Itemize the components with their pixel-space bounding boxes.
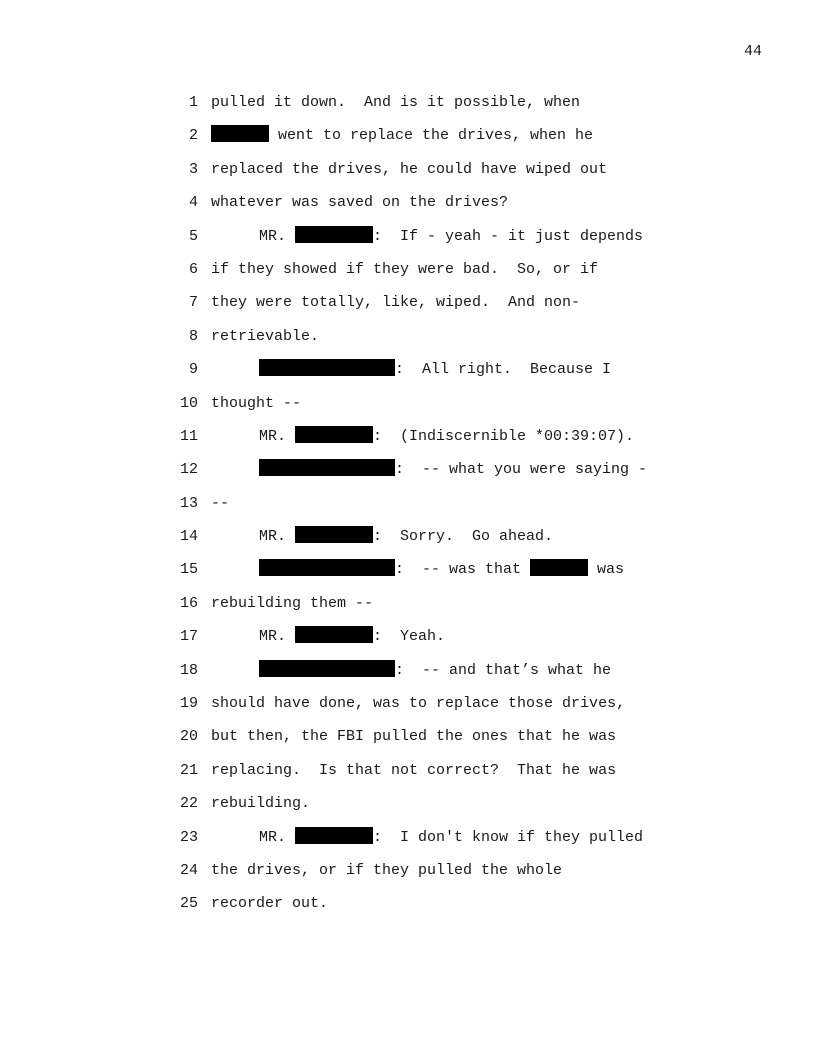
line-text: MR. : (Indiscernible *00:39:07). [259,427,635,445]
line-text: retrievable. [211,327,320,345]
line-text: : -- and that’s what he [211,660,611,682]
line-number: 19 [179,695,198,713]
transcript-line [0,526,816,559]
transcript-line [0,660,816,693]
line-number: 25 [179,895,198,913]
line-text: MR. : Yeah. [259,628,446,646]
redaction-box [259,660,395,677]
line-text: went to replace the drives, when he [211,125,593,147]
transcript-line [0,226,816,259]
line-number: 2 [188,127,198,145]
line-number: 23 [179,828,198,846]
line-text: replaced the drives, he could have wiped out [211,160,608,178]
line-number: 12 [179,461,198,479]
transcript-line [0,559,816,592]
transcript-line [0,259,816,292]
line-text: pulled it down. And is it possible, when [211,94,581,111]
transcript-line [0,159,816,192]
line-number: 16 [179,594,198,612]
redaction-box [295,626,373,643]
line-text: they were totally, like, wiped. And non- [211,294,581,312]
transcript-line [0,793,816,826]
line-number: 18 [179,661,198,679]
transcript-line [0,593,816,626]
redaction-box [259,559,395,576]
line-number: 1 [188,94,198,111]
line-text: recorder out. [211,895,329,913]
redaction-box [259,359,395,376]
line-text: replacing. Is that not correct? That he was [211,761,617,779]
transcript-line [0,693,816,726]
redaction-box [295,827,373,844]
line-text: : -- what you were saying - [211,459,647,481]
page-number: 44 [743,43,762,60]
transcript-line [0,359,816,392]
line-number: 17 [179,628,198,646]
line-number: 14 [179,528,198,546]
line-number: 4 [188,194,198,212]
line-text: rebuilding them -- [211,594,374,612]
redaction-box [295,526,373,543]
redaction-box [295,426,373,443]
transcript-line [0,860,816,893]
transcript-line [0,760,816,793]
transcript-line [0,827,816,860]
line-number: 6 [188,260,198,278]
line-text: MR. : Sorry. Go ahead. [259,528,554,546]
line-text: -- [211,494,230,512]
line-text: thought -- [211,394,302,412]
redaction-box [259,459,395,476]
line-number: 15 [179,561,198,579]
line-number: 10 [179,394,198,412]
line-text: MR. : I don't know if they pulled [259,828,644,846]
line-number: 20 [179,728,198,746]
transcript-line [0,893,816,926]
transcript-line [0,493,816,526]
line-number: 21 [179,761,198,779]
line-number: 22 [179,795,198,813]
line-number: 8 [188,327,198,345]
line-text: but then, the FBI pulled the ones that he was [211,728,617,746]
transcript-line [0,626,816,659]
line-text: rebuilding. [211,795,311,813]
line-text: : -- was that was [211,559,624,581]
line-text: : All right. Because I [211,359,611,381]
line-number: 24 [179,861,198,879]
transcript-line [0,726,816,759]
line-number: 11 [179,427,198,445]
transcript-line [0,426,816,459]
transcript-line [0,192,816,225]
transcript-line [0,125,816,158]
line-text: whatever was saved on the drives? [211,194,509,212]
redaction-box [211,125,269,142]
line-number: 9 [188,361,198,379]
line-text: the drives, or if they pulled the whole [211,861,563,879]
line-text: if they showed if they were bad. So, or if [211,260,599,278]
line-text: should have done, was to replace those drives, [211,695,626,713]
transcript-line [0,459,816,492]
line-text: MR. : If - yeah - it just depends [259,227,644,245]
transcript-line [0,393,816,426]
transcript-line [0,292,816,325]
redaction-box [295,226,373,243]
line-number: 3 [188,160,198,178]
transcript-line [0,326,816,359]
redaction-box [530,559,588,576]
transcript-body [0,92,816,927]
transcript-line [0,92,816,125]
line-number: 7 [188,294,198,312]
line-number: 5 [188,227,198,245]
line-number: 13 [179,494,198,512]
